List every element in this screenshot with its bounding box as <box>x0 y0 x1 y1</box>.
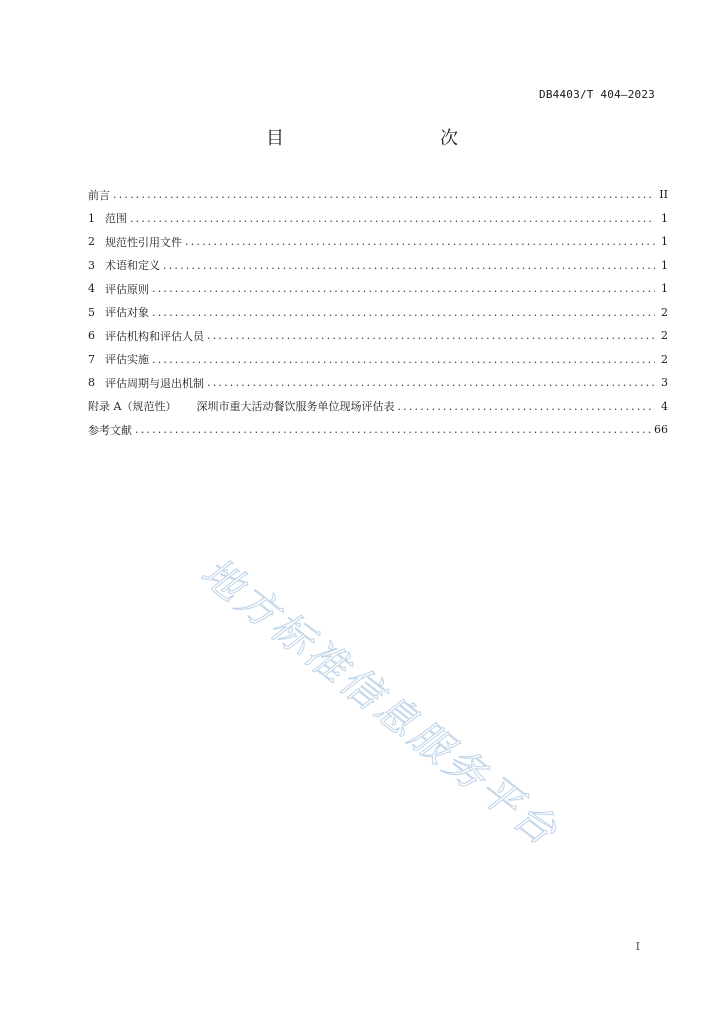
toc-entry-sublabel: 深圳市重大活动餐饮服务单位现场评估表 <box>196 400 395 414</box>
toc-entry-page: II <box>659 188 668 202</box>
toc-leader-dots <box>152 306 655 319</box>
toc-entry-page: 2 <box>661 352 668 366</box>
toc-entry-evaluation-objects[interactable] <box>88 301 668 325</box>
toc-entry-foreword[interactable] <box>88 183 668 207</box>
toc-entry-number: 6 <box>88 329 95 343</box>
toc-leader-dots <box>163 259 655 272</box>
toc-entry-page: 1 <box>661 258 668 272</box>
toc-entry-evaluation-cycle[interactable] <box>88 371 668 395</box>
toc-entry-number: 8 <box>88 376 95 390</box>
toc-entry-label: 附录 A（规范性） <box>88 400 177 414</box>
toc-entry-page: 1 <box>661 211 668 225</box>
toc-leader-dots <box>130 212 655 225</box>
toc-entry-label: 评估周期与退出机制 <box>105 376 204 390</box>
toc-entry-label: 评估机构和评估人员 <box>105 329 204 343</box>
document-code: DB4403/T 404—2023 <box>539 88 655 101</box>
toc-entry-number: 7 <box>88 352 95 366</box>
toc-entry-label: 范围 <box>105 212 127 226</box>
toc-entry-page: 66 <box>654 423 668 437</box>
toc-entry-terms-definitions[interactable] <box>88 254 668 278</box>
toc-entry-page: 1 <box>661 282 668 296</box>
toc-entry-label: 评估原则 <box>105 282 149 296</box>
toc-entry-normative-references[interactable] <box>88 230 668 254</box>
toc-leader-dots <box>152 282 655 295</box>
toc-entry-number: 2 <box>88 235 95 249</box>
page-number: I <box>635 940 640 953</box>
toc-entry-label: 术语和定义 <box>105 259 160 273</box>
toc-entry-label: 参考文献 <box>88 423 132 437</box>
toc-entry-number: 5 <box>88 305 95 319</box>
toc-entry-label: 评估对象 <box>105 306 149 320</box>
toc-entry-appendix-a[interactable] <box>88 395 668 419</box>
toc-entry-page: 2 <box>661 305 668 319</box>
toc-leader-dots <box>113 188 655 201</box>
toc-entry-label: 前言 <box>88 188 110 202</box>
toc-leader-dots <box>207 376 655 389</box>
toc-leader-dots <box>207 329 655 342</box>
toc-entry-page: 3 <box>661 376 668 390</box>
toc-entry-scope[interactable] <box>88 207 668 231</box>
toc-entry-page: 1 <box>661 235 668 249</box>
watermark: 地方标准信息服务平台 <box>192 549 568 857</box>
toc-entry-number: 3 <box>88 258 95 272</box>
toc-leader-dots <box>152 353 655 366</box>
toc-leader-dots <box>185 235 655 248</box>
toc-entry-evaluation-implementation[interactable] <box>88 348 668 372</box>
toc-entry-page: 2 <box>661 329 668 343</box>
toc-entry-bibliography[interactable] <box>88 418 668 442</box>
toc-entry-evaluation-agencies[interactable] <box>88 324 668 348</box>
table-of-contents <box>88 183 668 442</box>
toc-leader-dots <box>397 400 655 413</box>
toc-entry-evaluation-principles[interactable] <box>88 277 668 301</box>
toc-title: 目 次 <box>266 128 498 149</box>
toc-entry-number: 4 <box>88 282 95 296</box>
toc-entry-label: 评估实施 <box>105 353 149 367</box>
toc-entry-number: 1 <box>88 211 95 225</box>
toc-entry-label: 规范性引用文件 <box>105 235 182 249</box>
toc-leader-dots <box>135 423 651 436</box>
toc-entry-page: 4 <box>661 399 668 413</box>
